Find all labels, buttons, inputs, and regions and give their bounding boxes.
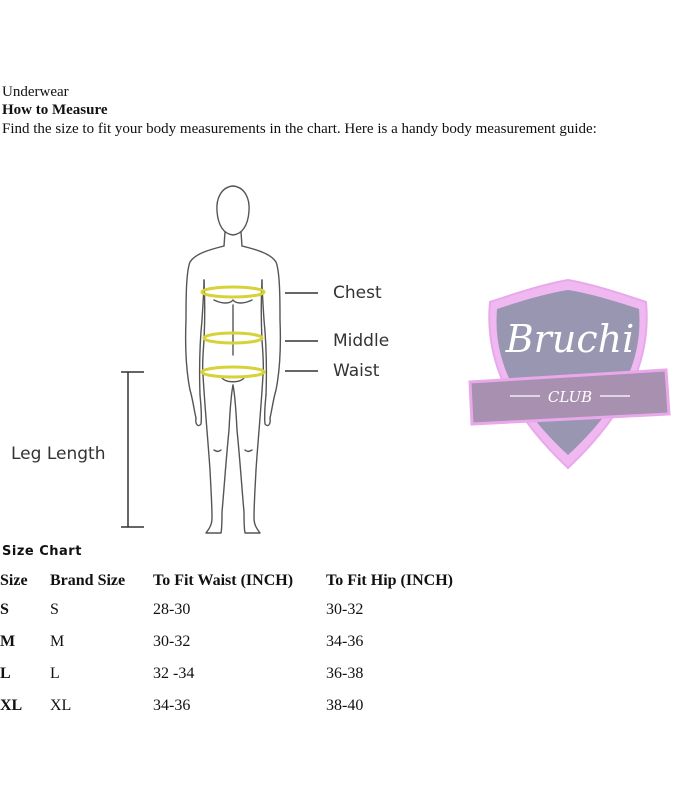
table-row <box>0 690 496 722</box>
table-cell: 32 -34 <box>153 665 195 682</box>
table-row <box>0 658 496 690</box>
pointer-lines <box>121 293 318 527</box>
middle-label: Middle <box>333 331 390 351</box>
waist-band <box>202 367 264 377</box>
logo-sub-text: CLUB <box>547 388 593 406</box>
measurement-figure <box>0 178 683 538</box>
table-cell: 30-32 <box>326 601 364 618</box>
chest-band <box>202 287 264 297</box>
section-heading: How to Measure <box>2 102 108 118</box>
size-chart-table <box>0 568 496 722</box>
column-header: To Fit Waist (INCH) <box>153 572 294 589</box>
table-cell: XL <box>50 697 72 714</box>
table-cell: M <box>0 633 16 650</box>
size-chart-title: Size Chart <box>2 544 82 559</box>
table-cell: M <box>50 633 65 650</box>
table-cell: 38-40 <box>326 697 364 714</box>
waist-label: Waist <box>333 361 380 381</box>
body-illustration <box>186 186 281 533</box>
chest-label: Chest <box>333 283 382 303</box>
brand-logo <box>470 280 669 468</box>
table-cell: 28-30 <box>153 601 191 618</box>
intro-text: Find the size to fit your body measurements in the chart. Here is a handy body measurement guide: <box>2 121 597 137</box>
table-header-row <box>0 568 496 594</box>
column-header: To Fit Hip (INCH) <box>326 572 453 589</box>
table-cell: 30-32 <box>153 633 191 650</box>
leg-length-label: Leg Length <box>11 444 106 464</box>
column-header: Brand Size <box>50 572 126 589</box>
category-label: Underwear <box>2 84 69 100</box>
table-cell: L <box>0 665 11 682</box>
table-cell: 34-36 <box>326 633 364 650</box>
table-row <box>0 626 496 658</box>
column-header: Size <box>0 572 28 589</box>
table-cell: 34-36 <box>153 697 191 714</box>
table-cell: 36-38 <box>326 665 364 682</box>
table-row <box>0 594 496 626</box>
table-cell: L <box>50 665 60 682</box>
table-cell: S <box>0 601 9 618</box>
table-cell: S <box>50 601 59 618</box>
logo-brand-text: Bruchi <box>505 317 635 361</box>
table-cell: XL <box>0 697 23 714</box>
